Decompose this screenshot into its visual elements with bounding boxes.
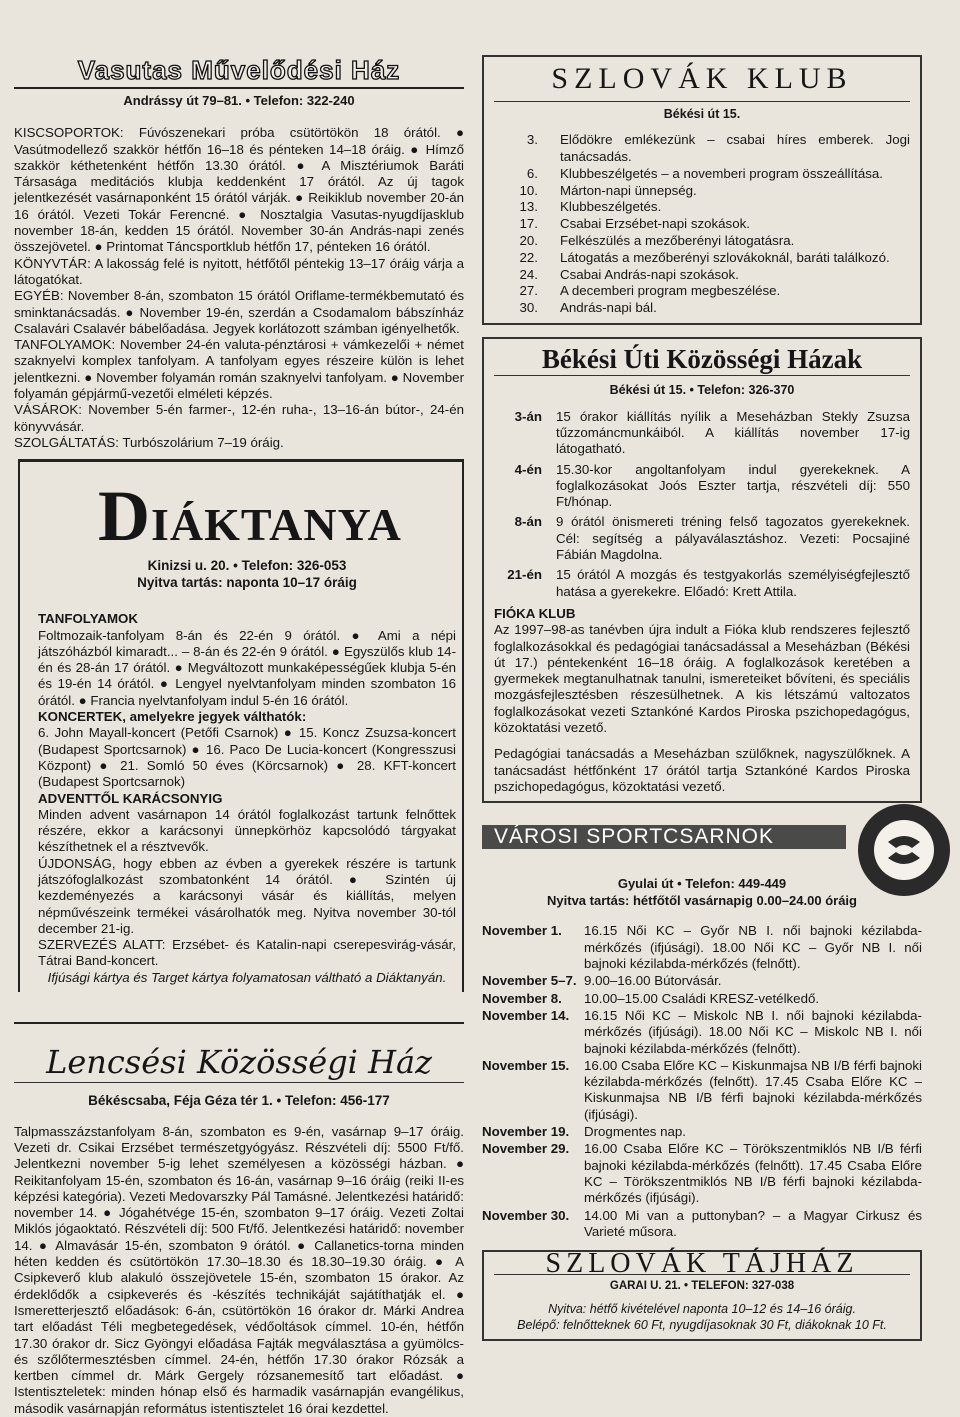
bekesi-title: Békési Úti Közösségi Házak bbox=[541, 344, 863, 375]
szlovak-klub-text: Felkészülés a mezőberényi látogatásra. bbox=[560, 233, 795, 249]
sportcsarnok-row bbox=[482, 1124, 922, 1140]
szlovak-klub-date: 6. bbox=[526, 165, 538, 181]
szlovak-klub-text: Elődökre emlékezünk – csabai híres emberek. Jogi tanácsadás. bbox=[560, 132, 910, 165]
sportcsarnok-date: November 19. bbox=[482, 1124, 570, 1140]
pedagogiai-text: Pedagógiai tanácsadás a Meseházban szülőknek, nagyszülőknek. A tanácsadást hétfőnként 17 órától tartja Sztankóné Kardos Piroska pszichopedagógus, közoktatási vezető. bbox=[494, 746, 910, 794]
sportcsarnok-date: November 15. bbox=[482, 1057, 570, 1073]
szlovak-klub-date: 13. bbox=[519, 199, 538, 215]
szlovak-klub-date: 17. bbox=[519, 216, 538, 232]
sportcsarnok-row bbox=[482, 1008, 922, 1057]
sportcsarnok-date: November 29. bbox=[482, 1141, 570, 1157]
tajhaz-opening: Nyitva: hétfő kivételével naponta 10–12 és 14–16 óráig. bbox=[548, 1301, 856, 1316]
szlovak-klub-text: Klubbeszélgetés – a novemberi program összeállítása. bbox=[560, 165, 883, 181]
sportcsarnok-row bbox=[482, 973, 922, 989]
szlovak-klub-row bbox=[494, 300, 910, 317]
bekesi-text: 15 órakor kiállítás nyílik a Meseházban Stekly Zsuzsa tűzzománcmunkáiból. A kiállítás november 17-ig látogatható. bbox=[556, 408, 910, 457]
diaktanya-address: Kinizsi u. 20. • Telefon: 326-053 bbox=[147, 558, 347, 574]
sportcsarnok-date: November 5–7. bbox=[482, 973, 577, 989]
tajhaz-tickets: Belépő: felnőtteknek 60 Ft, nyugdíjasoknak 30 Ft, diákoknak 10 Ft. bbox=[517, 1317, 887, 1332]
diaktanya-szervezes: SZERVEZÉS ALATT: Erzsébet- és Katalin-napi cserepesvirág-vásár, Tátrai Band-koncert. bbox=[38, 937, 456, 969]
szlovak-klub-date: 3. bbox=[526, 132, 538, 148]
sportcsarnok-text: 16.00 Csaba Előre KC – Törökszentmiklós NB I/B férfi bajnoki kézilabda-mérkőzés (felnőtt). 17.45 Csaba Előre KC – Törökszentmiklós NB I/B férfi bajnoki kézilabda-mérkőzés (ifjúsági). bbox=[584, 1141, 922, 1206]
bekesi-text: 15.30-kor angoltanfolyam indul gyerekeknek. A foglalkozásokat Joós Eszter tartja, részvételi díj: 550 Ft/hónap. bbox=[556, 461, 910, 510]
vasutas-vasarok: VÁSÁROK: November 5-én farmer-, 12-én ruha-, 13–16-án bútor-, 24-én könyvvásár. bbox=[14, 402, 464, 434]
sportcsarnok-date: November 14. bbox=[482, 1007, 570, 1023]
szlovak-klub-text: Márton-napi ünnepség. bbox=[560, 182, 697, 198]
szlovak-klub-text: Csabai Erzsébet-napi szokások. bbox=[560, 216, 750, 232]
bekesi-date: 3-án bbox=[514, 408, 542, 424]
szlovak-klub-date: 30. bbox=[519, 300, 538, 316]
sportcsarnok-row bbox=[482, 1208, 922, 1241]
bekesi-date: 21-én bbox=[507, 567, 542, 583]
bekesi-row bbox=[494, 409, 910, 458]
vasutas-egyeb: EGYÉB: November 8-án, szombaton 15 órától Oriflame-termékbemutató és sminktanácsadás. ● November 19-én, szerdán a Csodamalom bábszínház Csalavári Csalavér bábelőadása. Jegyek korlátozott számban igényelhetők. bbox=[14, 288, 464, 336]
vasutas-konyvtar: KÖNYVTÁR: A lakosság felé is nyitott, hétfőtől péntekig 13–17 óráig várja a látogatókat. bbox=[14, 255, 464, 287]
vasutas-address: Andrássy út 79–81. • Telefon: 322-240 bbox=[123, 93, 355, 108]
sportcsarnok-row bbox=[482, 1141, 922, 1206]
tajhaz-address: GARAI U. 21. • TELEFON: 327-038 bbox=[494, 1274, 910, 1294]
sportcsarnok-row bbox=[482, 1058, 922, 1123]
diaktanya-kartya: Ifjúsági kártya és Target kártya folyamatosan váltható a Diáktanyán. bbox=[47, 969, 447, 985]
szlovak-klub-text: Látogatás a mezőberényi szlovákoknál, baráti találkozó. bbox=[560, 249, 890, 265]
sportcsarnok-text: 16.15 Női KC – Győr NB I. női bajnoki kézilabda-mérkőzés (ifjúsági). 18.00 Női KC – Győr NB I. női bajnoki kézilabda-mérkőzés (felnőtt). bbox=[584, 923, 922, 972]
sportcsarnok-date: November 30. bbox=[482, 1207, 570, 1223]
sportcsarnok-logo bbox=[854, 800, 954, 900]
tajhaz-section bbox=[482, 1250, 922, 1341]
diaktanya-section bbox=[18, 459, 464, 992]
szlovak-klub-date: 10. bbox=[519, 182, 538, 198]
diaktanya-title-initial: D bbox=[98, 476, 151, 557]
szlovak-klub-section bbox=[482, 55, 922, 325]
diaktanya-heading-advent: ADVENTTŐL KARÁCSONYIG bbox=[38, 790, 223, 806]
lencsesi-title: Lencsési Közösségi Ház bbox=[46, 1043, 432, 1082]
sportcsarnok-text: 16.00 Csaba Előre KC – Kiskunmajsa NB I/B férfi bajnoki kézilabda-mérkőzés (felnőtt). 17.45 Csaba Előre KC – Kiskunmajsa NB I/B férfi bajnoki kézilabda-mérkőzés (ifjúsági). bbox=[584, 1057, 922, 1122]
lencsesi-address: Békéscsaba, Féja Géza tér 1. • Telefon: 456-177 bbox=[14, 1082, 464, 1109]
lencsesi-section bbox=[14, 1022, 464, 1417]
bekesi-date: 8-án bbox=[514, 514, 542, 530]
szlovak-klub-date: 27. bbox=[519, 283, 538, 299]
sportcsarnok-row bbox=[482, 923, 922, 972]
szlovak-klub-row bbox=[494, 250, 910, 267]
diaktanya-title bbox=[98, 476, 456, 557]
bekesi-list bbox=[494, 409, 910, 600]
bekesi-row bbox=[494, 462, 910, 511]
sportcsarnok-text: 14.00 Mi van a puttonyban? – a Magyar Cirkusz és Varieté műsora. bbox=[584, 1207, 922, 1239]
fioka-title: FIÓKA KLUB bbox=[494, 605, 576, 621]
sportcsarnok-text: 10.00–15.00 Családi KRESZ-vetélkedő. bbox=[584, 990, 820, 1006]
sportcsarnok-date: November 1. bbox=[482, 923, 562, 939]
szlovak-klub-text: Klubbeszélgetés. bbox=[560, 199, 662, 215]
szlovak-klub-date: 20. bbox=[519, 233, 538, 249]
szlovak-klub-list bbox=[494, 132, 910, 317]
sportcsarnok-row bbox=[482, 991, 922, 1007]
szlovak-klub-row bbox=[494, 233, 910, 250]
diaktanya-heading-koncertek: KONCERTEK, amelyekre jegyek válthatók: bbox=[38, 709, 307, 725]
szlovak-klub-row bbox=[494, 267, 910, 284]
diaktanya-hours: Nyitva tartás: naponta 10–17 óráig bbox=[137, 575, 357, 591]
szlovak-klub-row bbox=[494, 199, 910, 216]
szlovak-klub-date: 24. bbox=[519, 266, 538, 282]
tajhaz-title: SZLOVÁK TÁJHÁZ bbox=[545, 1248, 859, 1280]
szlovak-klub-title: SZLOVÁK KLUB bbox=[551, 62, 853, 95]
diaktanya-info bbox=[38, 557, 456, 591]
diaktanya-heading-tanfolyamok: TANFOLYAMOK bbox=[38, 611, 138, 627]
right-column bbox=[482, 55, 922, 1341]
diaktanya-koncertek: 6. John Mayall-koncert (Petőfi Csarnok) ● 15. Koncz Zsuzsa-koncert (Budapest Sportcsarnok) ● 16. Paco De Lucia-koncert (Kongresszusi Központ) ● 21. Somló 50 éves (Körcsarnok) ● 28. KFT-koncert (Budapest Sportcsarnok) bbox=[38, 725, 456, 790]
fioka-text: Az 1997–98-as tanévben újra indult a Fióka klub rendszeres fejlesztő foglalkozásokkal és pedagógiai tanácsadással a Meseházban (Békési út 17.) péntekenként 16–18 óráig. A foglalkozások keretében a gyermekek megtanulhatnak tanulni, ismereteiket bővíteni, és speciális mozgásfejlesztésben részesülhetnek. A kis létszámú valtozatos foglalkozásokat vezeti Sztankóné Kardos Piroska pszichopedagógus, közoktatási vezető. bbox=[494, 622, 910, 735]
szlovak-klub-address: Békési út 15. bbox=[494, 101, 910, 122]
szlovak-klub-text: András-napi bál. bbox=[560, 300, 657, 316]
sportcsarnok-title: VÁROSI SPORTCSARNOK bbox=[482, 825, 846, 849]
vasutas-title: Vasutas Művelődési Ház bbox=[77, 55, 401, 85]
szlovak-klub-text: Csabai András-napi szokások. bbox=[560, 266, 739, 282]
bekesi-text: 9 órától önismereti tréning felső tagozatos gyerekeknek. Cél: segítség a pályaválasztáshoz. Vezeti: Pocsajiné Fábián Magdolna. bbox=[556, 514, 910, 563]
vasutas-szolgaltatas: SZOLGÁLTATÁS: Turbószolárium 7–19 óráig. bbox=[14, 434, 284, 450]
bekesi-row bbox=[494, 514, 910, 563]
diaktanya-ujdonsag: ÚJDONSÁG, hogy ebben az évben a gyerekek részére is tartunk játszófoglalkozást szombatonként 14 órától. ● Szintén új kezdeményezés a karácsonyi vásár és kiállítás, melyen népművészeink termékei vásárolhatók meg. Nyitva november 30-tól december 21-ig. bbox=[38, 855, 456, 936]
szlovak-klub-date: 22. bbox=[519, 249, 538, 265]
vasutas-tanfolyamok: TANFOLYAMOK: November 24-én valuta-pénztárosi + vámkezelői + német szaknyelvi komplex tanfolyam. A tanfolyam egyes részeire külön is lehet jelentkezni. ● November folyamán román szaknyelvi tanfolyam. ● November folyamán gépjármű-vezetői elméleti képzés. bbox=[14, 337, 464, 402]
diaktanya-title-rest: IÁKTANYA bbox=[151, 499, 402, 551]
bekesi-text: 15 órától A mozgás és testgyakorlás személyiségfejlesztő hatása a gyerekekre. Előadó: Krett Attila. bbox=[556, 567, 910, 599]
vasutas-section bbox=[14, 55, 464, 451]
sportcsarnok-text: 9.00–16.00 Bútorvásár. bbox=[584, 973, 722, 989]
tajhaz-notes bbox=[494, 1301, 910, 1333]
szlovak-klub-row bbox=[494, 132, 910, 166]
left-column bbox=[14, 52, 464, 1417]
sportcsarnok-date: November 8. bbox=[482, 990, 562, 1006]
szlovak-klub-row bbox=[494, 283, 910, 300]
sportcsarnok-text: Drogmentes nap. bbox=[584, 1124, 686, 1140]
szlovak-klub-row bbox=[494, 166, 910, 183]
sportcsarnok-text: 16.15 Női KC – Miskolc NB I. női bajnoki kézilabda-mérkőzés (ifjúsági). 18.00 Női KC – Miskolc NB I. női bajnoki kézilabda-mérkőzés (felnőtt). bbox=[584, 1007, 922, 1056]
bekesi-date: 4-én bbox=[514, 461, 542, 477]
bekesi-address: Békési út 15. • Telefon: 326-370 bbox=[494, 375, 910, 398]
lencsesi-body: Talpmasszázstanfolyam 8-án, szombaton es 9-én, vasárnap 9–17 óráig. Vezeti dr. Csikai Erzsébet természetgyógyász. Részvételi díj: 5500 Ft/fő. Jelentkezni november 5-ig lehet személyesen a közösségi házban. ● Reikitanfolyam 15-én, szombaton és 16-án, vasárnap 9–16 óráig (reiki II-es képzési kategória). Vezeti Medovarszky Pál Tamásné. Jelentkezési határidő: november 14. ● Jógahétvége 15-én, szombaton 9–17 óráig. Vezeti Zoltai Miklós jógaoktató. Részvételi díj: 500 Ft/fő. Jelentkezési határidő: november 14. ● Almavásár 15-én, szombaton 9 órától. ● Callanetics-torna minden héten kedden és csütörtökön 17.30–18.30 és 18.30–19.30 óráig. ● A Csipkeverő klub alakuló összejövetele 15-én, szombaton 15 órakor. Az érdeklődők a csipkeverés és -készítés technikáját sajátíthatják el. ● Ismeretterjesztő előadások: 6-án, csütörtökön 16 órakor dr. Márki Andrea tart előadást Téli megbetegedések, védőoltások címmel. 10-én, hétfőn 17.30 órakor dr. Sicz Gyöngyi előadása Fajták megválasztása a gyümölcs- és szőlőtermesztésben címmel. 24-én, hétfőn 17.30 órakor Rózsák a kertben címmel dr. Márk Gergely rózsanemesítő tart előadást. ● Istentiszteletek: minden hónap első és harmadik vasárnapján evangélikus, második vasárnapján református istentisztelet 16 órai kezdettel. bbox=[14, 1123, 464, 1416]
vasutas-kiscsoportok: KISCSOPORTOK: Fúvószenekari próba csütörtökön 18 órától. ● Vasútmodellező szakkör hétfőn 16–18 és pénteken 14–18 óráig. ● Hímző szakkör kéthetenként hétfőn 13.30 órától. ● A Misztériumok Baráti Társasága meditációs klubja keddenként 17 órától. Az új tagok jelentkezését vasárnaponként 15 órától várják. ● Reikiklub november 20-án 16 órától. Vezeti Tokár Ferencné. ● Nosztalgia Vasutas-nyugdíjasklub november 18-án, kedden 15 órától. November 30-án András-napi zenés összejövetel. ● Printomat Táncsportklub hétfőn 17, pénteken 16 órától. bbox=[14, 125, 464, 255]
sportcsarnok-hours: Nyitva tartás: hétfőtől vasárnapig 0.00–24.00 óráig bbox=[547, 893, 857, 909]
bekesi-section bbox=[482, 337, 922, 803]
divider bbox=[14, 87, 464, 89]
sportcsarnok-address: Gyulai út • Telefon: 449-449 bbox=[617, 876, 787, 892]
szlovak-klub-row bbox=[494, 216, 910, 233]
bekesi-row bbox=[494, 567, 910, 600]
szlovak-klub-text: A decemberi program megbeszélése. bbox=[560, 283, 781, 299]
sportcsarnok-list bbox=[482, 923, 922, 1240]
diaktanya-advent: Minden advent vasárnapon 14 órától foglalkozást tartunk felnőttek részére, ekkor a karácsonyi ünnepkörhöz kapcsolódó tárgyakat készíthetnek el a résztvevők. bbox=[38, 806, 456, 855]
diaktanya-tanfolyamok: Foltmozaik-tanfolyam 8-án és 22-én 9 órától. ● Ami a népi játszóházból kimaradt... – 8-án és 22-én 9 órától. ● Egyszülős klub 14-én és 28-án 17 órától. ● Megváltozott munkaképességűek klubja 5-én és 19-én 14 órától. ● Lengyel nyelvtanfolyam minden szombaton 16 órától. ● Francia nyelvtanfolyam indul 5-én 16 órától. bbox=[38, 627, 456, 708]
szlovak-klub-row bbox=[494, 183, 910, 200]
